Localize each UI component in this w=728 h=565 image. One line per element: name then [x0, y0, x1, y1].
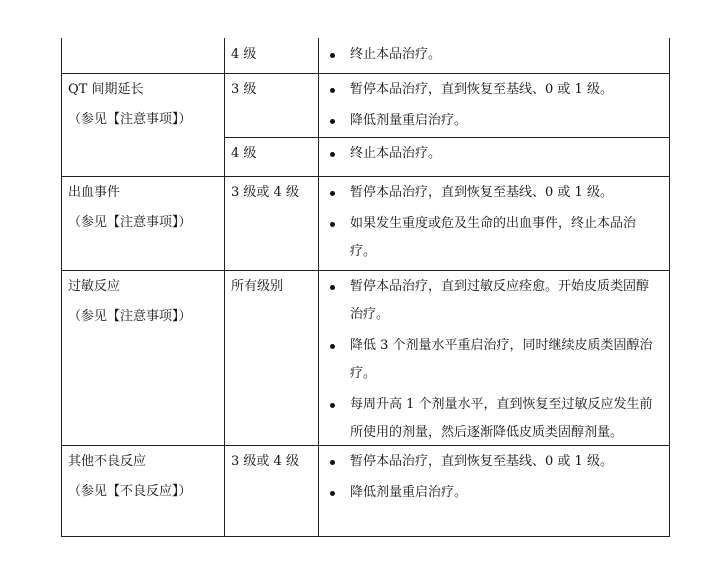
- event-name: 其他不良反应: [68, 454, 147, 469]
- event-reference: （参见【注意事项】）: [68, 215, 192, 230]
- bullet-icon: [330, 191, 335, 196]
- column-divider-2: [318, 38, 319, 537]
- grade-label: 所有级别: [231, 279, 284, 294]
- bullet-icon: [330, 119, 335, 124]
- bullet-icon: [330, 88, 335, 93]
- grade-label: 3 级: [231, 82, 257, 97]
- event-name: 出血事件: [68, 185, 121, 200]
- action-text: 暂停本品治疗，直到过敏反应痊愈。开始皮质类固醇: [350, 279, 650, 294]
- action-text: 所使用的剂量，然后逐渐降低皮质类固醇剂量。: [350, 425, 624, 440]
- bullet-icon: [330, 285, 335, 290]
- row-divider: [61, 176, 670, 177]
- bullet-icon: [330, 53, 335, 58]
- event-reference: （参见【不良反应】）: [68, 484, 192, 499]
- grade-label: 4 级: [231, 47, 257, 62]
- action-text: 终止本品治疗。: [350, 47, 442, 62]
- row-divider: [61, 270, 670, 271]
- bullet-icon: [330, 222, 335, 227]
- row-divider: [61, 445, 670, 446]
- row-divider: [61, 73, 670, 74]
- grade-label: 4 级: [231, 146, 257, 161]
- action-text: 疗。: [350, 244, 377, 259]
- action-text: 每周升高 1 个剂量水平，直到恢复至过敏反应发生前: [350, 397, 653, 412]
- action-text: 暂停本品治疗，直到恢复至基线、0 或 1 级。: [350, 185, 613, 200]
- bullet-icon: [330, 491, 335, 496]
- action-text: 暂停本品治疗，直到恢复至基线、0 或 1 级。: [350, 82, 613, 97]
- action-text: 降低剂量重启治疗。: [350, 485, 468, 500]
- action-text: 如果发生重度或危及生命的出血事件，终止本品治: [350, 216, 637, 231]
- event-name: QT 间期延长: [68, 82, 144, 97]
- action-text: 治疗。: [350, 307, 390, 322]
- action-text: 疗。: [350, 366, 377, 381]
- table-border-left: [61, 38, 62, 537]
- action-text: 暂停本品治疗，直到恢复至基线、0 或 1 级。: [350, 454, 613, 469]
- event-name: 过敏反应: [68, 279, 121, 294]
- action-text: 降低 3 个剂量水平重启治疗，同时继续皮质类固醇治: [350, 338, 653, 353]
- bullet-icon: [330, 344, 335, 349]
- bullet-icon: [330, 403, 335, 408]
- event-reference: （参见【注意事项】）: [68, 309, 192, 324]
- event-reference: （参见【注意事项】）: [68, 112, 192, 127]
- table-border-bottom: [61, 536, 670, 537]
- action-text: 终止本品治疗。: [350, 146, 442, 161]
- bullet-icon: [330, 460, 335, 465]
- grade-label: 3 级或 4 级: [231, 185, 299, 200]
- table-border-right: [669, 38, 670, 537]
- bullet-icon: [330, 152, 335, 157]
- grade-label: 3 级或 4 级: [231, 454, 299, 469]
- subrow-divider: [224, 137, 670, 138]
- column-divider-1: [224, 38, 225, 537]
- action-text: 降低剂量重启治疗。: [350, 113, 468, 128]
